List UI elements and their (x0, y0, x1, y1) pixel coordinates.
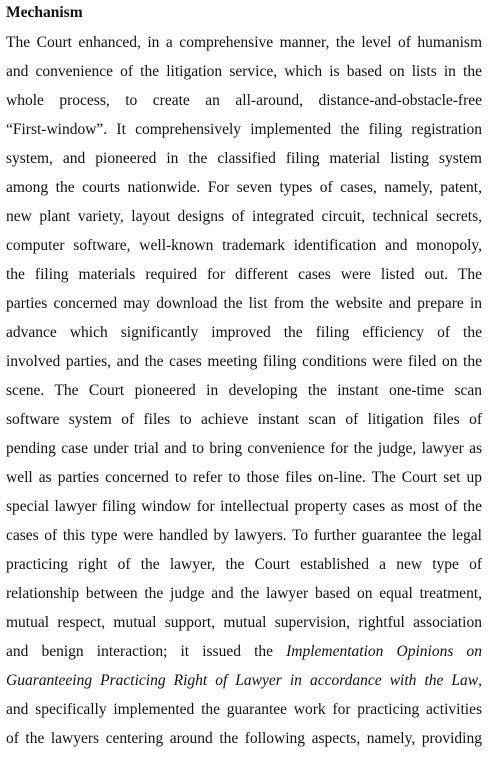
paragraph-line: cases of this type were handled by lawyers. To further guarantee the legal (6, 527, 482, 544)
paragraph-line: well as parties concerned to refer to those files on-line. The Court set up (6, 469, 482, 486)
line-text: , (478, 672, 482, 689)
paragraph-line (6, 671, 482, 691)
line-text: and benign interaction; it issued the (6, 643, 287, 660)
paragraph-line: and specifically implemented the guarantee work for practicing activities (6, 701, 482, 718)
paragraph-line: practicing right of the lawyer, the Court established a new type of (6, 556, 482, 573)
paragraph-line: relationship between the judge and the lawyer based on equal treatment, (6, 585, 482, 602)
italic-title-part: Guaranteeing Practicing Right of Lawyer in accordance with the Law (6, 672, 479, 689)
paragraph-line: advance which significantly improved the filing efficiency of the (6, 324, 482, 341)
paragraph-line: system, and pioneered in the classified filing material listing system (6, 150, 482, 167)
paragraph-line: The Court enhanced, in a comprehensive manner, the level of humanism (6, 34, 482, 51)
paragraph-line: software system of files to achieve instant scan of litigation files of (6, 411, 482, 428)
paragraph-line: involved parties, and the cases meeting filing conditions were filed on the (6, 353, 482, 370)
paragraph-line: scene. The Court pioneered in developing the instant one-time scan (6, 382, 482, 399)
italic-title-part: Implementation Opinions on (286, 643, 482, 660)
paragraph-line: and convenience of the litigation service, which is based on lists in the (6, 63, 482, 80)
paragraph-line: mutual respect, mutual support, mutual supervision, rightful association (6, 614, 482, 631)
paragraph-line: special lawyer filing window for intellectual property cases as most of the (6, 498, 482, 515)
paragraph-line: whole process, to create an all-around, distance-and-obstacle-free (6, 92, 482, 109)
paragraph-line: among the courts nationwide. For seven types of cases, namely, patent, (6, 179, 482, 196)
paragraph-line: the filing materials required for different cases were listed out. The (6, 266, 482, 283)
paragraph-line (6, 642, 482, 662)
paragraph-line: new plant variety, layout designs of integrated circuit, technical secrets, (6, 208, 482, 225)
paragraph-line: computer software, well-known trademark identification and monopoly, (6, 237, 482, 254)
paragraph-line: of the lawyers centering around the following aspects, namely, providing (6, 730, 482, 747)
paragraph-line: “First-window”. It comprehensively implemented the filing registration (6, 121, 482, 138)
section-heading: Mechanism (6, 4, 83, 21)
paragraph-line: parties concerned may download the list from the website and prepare in (6, 295, 482, 312)
paragraph-line: pending case under trial and to bring convenience for the judge, lawyer as (6, 440, 482, 457)
